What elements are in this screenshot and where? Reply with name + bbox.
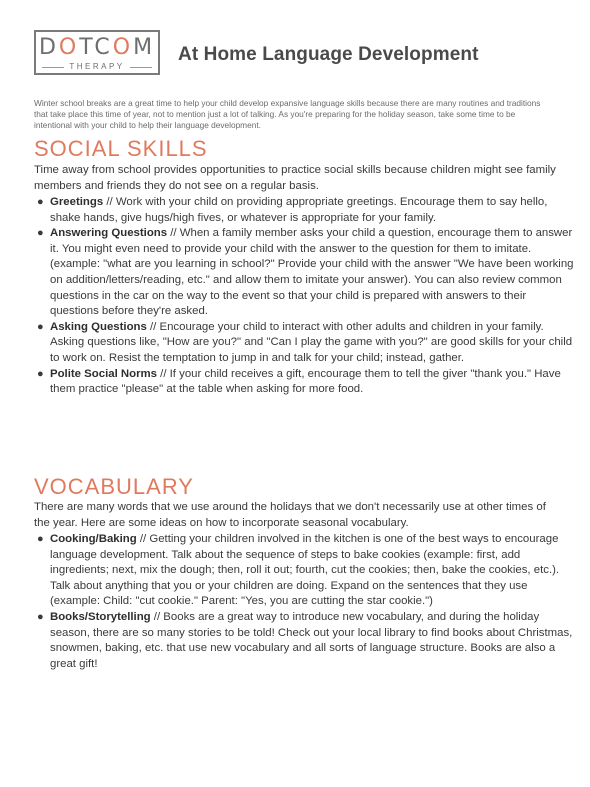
dotcom-therapy-logo bbox=[34, 30, 160, 75]
item-text: // Getting your children involved in the kitchen is one of the best ways to encourage language development. Talk about the sequence of steps to bake cookies (example: first, add ingredients; next, mix the dough; then, roll it out; fourth, cut the cookies; then, bake the cookies, etc.). Talk about anything that you or your children are doing. Expand on the sentences that they use (example: Child: "cut cookie." Parent: "Yes, you are cutting the star cookie.") bbox=[50, 533, 560, 608]
item-text: // If your child receives a gift, encourage them to tell the giver "thank you." Have them practice "please" at the table when asking for more food. bbox=[50, 367, 561, 396]
social-skills-heading: SOCIAL SKILLS bbox=[34, 136, 208, 161]
logo-wordmark: DOTCOM bbox=[38, 35, 156, 60]
bullet-icon: ● bbox=[37, 320, 44, 333]
vocabulary-heading: VOCABULARY bbox=[34, 474, 194, 499]
list-item bbox=[37, 320, 578, 367]
item-text: // Books are a great way to introduce new vocabulary, and during the holiday season, there are so many stories to be told! Check out your local library to find books about Christmas, snowmen, baking, etc. that use new vocabulary and all sorts of language structure. Books are also a great gift! bbox=[50, 610, 573, 670]
item-text: // When a family member asks your child a question, encourage them to answer it. You might even need to provide your child with the answer to the question for them to imitate. (example: "what are you learning in school?" Provide your child with the answer "We have been working on addition/letters/reading, etc." and allow them to imitate your answer). You can also review common questions in the car on the way to the event so that your child is prepared with answers to their questions before they're asked. bbox=[50, 227, 574, 318]
item-term: Greetings bbox=[50, 196, 104, 208]
bullet-icon: ● bbox=[37, 196, 44, 208]
vocabulary-list bbox=[34, 532, 578, 672]
list-item bbox=[37, 532, 578, 610]
social-skills-list bbox=[34, 195, 578, 398]
vocabulary-lead: There are many words that we use around the holidays that we don't necessarily use at other times of the year. Here are some ideas on how to incorporate seasonal vocabulary. bbox=[34, 501, 546, 529]
logo-rule-left bbox=[42, 67, 64, 68]
list-item bbox=[37, 195, 578, 226]
page-title: At Home Language Development bbox=[178, 44, 479, 65]
item-term: Answering Questions bbox=[50, 227, 168, 240]
item-term: Asking Questions bbox=[50, 320, 147, 333]
logo-subline bbox=[42, 61, 152, 73]
bullet-icon: ● bbox=[37, 367, 44, 380]
bullet-icon: ● bbox=[37, 533, 44, 545]
list-item bbox=[37, 367, 578, 398]
list-item bbox=[37, 610, 578, 672]
bullet-icon: ● bbox=[37, 610, 44, 623]
social-skills-lead: Time away from school provides opportunities to practice social skills because children might see family members and friends they do not see on a regular basis. bbox=[34, 164, 556, 192]
list-item bbox=[37, 226, 578, 320]
logo-rule-right bbox=[130, 67, 152, 68]
item-term: Polite Social Norms bbox=[50, 367, 157, 380]
bullet-icon: ● bbox=[37, 227, 44, 240]
intro-paragraph: Winter school breaks are a great time to help your child develop expansive language skills because there are many routines and traditions that take place this time of year, not to mention just a lot of talking. As you're preparing for the holiday season, take some time to be intentional with your child to help their language development. bbox=[34, 98, 541, 130]
item-text: // Work with your child on providing appropriate greetings. Encourage them to say hello, shake hands, give hugs/high fives, or whatever is appropriate for your family. bbox=[50, 196, 548, 224]
item-term: Books/Storytelling bbox=[50, 610, 151, 623]
logo-subtitle: THERAPY bbox=[69, 62, 125, 71]
item-text: // Encourage your child to interact with other adults and children in your family. Asking questions like, "How are you?" and "Can I play the game with you?" are good skills for your child to work on. Resist the temptation to jump in and talk for your child; instead, gather. bbox=[50, 320, 573, 364]
item-term: Cooking/Baking bbox=[50, 533, 137, 545]
